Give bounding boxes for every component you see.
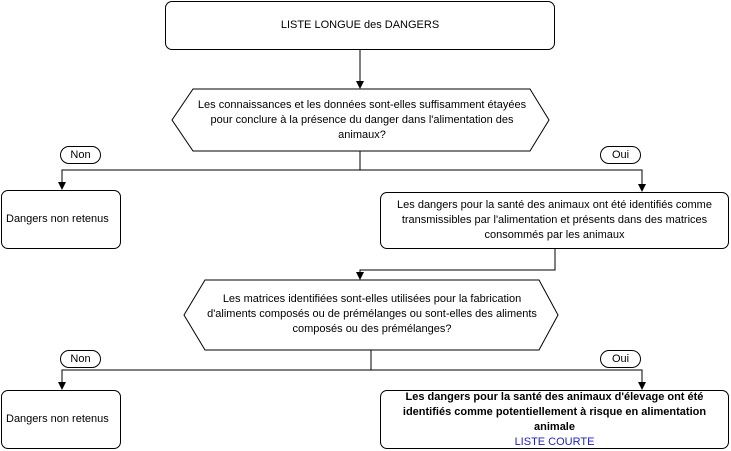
decision-2-text xyxy=(205,283,539,345)
branch-no-1 xyxy=(60,146,101,164)
branch-no-1-label: Non xyxy=(70,149,91,161)
branch-yes-2-label: Oui xyxy=(611,353,630,365)
branch-no-2 xyxy=(60,350,101,368)
start-node xyxy=(165,1,555,50)
final-node-label: Les dangers pour la santé des animaux d'élevage ont été identifiés comme potentiellement à risque en alimentation animale xyxy=(402,390,707,433)
decision-1-text xyxy=(192,90,532,150)
connector-q1-no xyxy=(62,151,360,189)
connector-identified1-q2 xyxy=(360,249,555,279)
rejected-node-1-label: Dangers non retenus xyxy=(6,213,109,225)
branch-yes-1-label: Oui xyxy=(611,149,630,161)
branch-yes-1 xyxy=(600,146,641,164)
rejected-node-1 xyxy=(1,190,121,249)
final-node xyxy=(380,390,729,449)
connector-q2-yes xyxy=(371,370,642,389)
decision-1-label: Les connaissances et les données sont-elles suffisamment étayées pour conclure à la présence du danger dans l'alimentation des animaux? xyxy=(197,98,527,141)
connector-q2-no xyxy=(62,350,371,389)
rejected-node-2-label: Dangers non retenus xyxy=(6,413,109,425)
branch-no-2-label: Non xyxy=(70,353,91,365)
start-node-label: LISTE LONGUE des DANGERS xyxy=(280,19,440,31)
identified-node-1-label: Les dangers pour la santé des animaux ont été identifiés comme transmissibles par l'alimentation et présents dans des matrices consommés par les animaux xyxy=(397,199,712,241)
branch-yes-2 xyxy=(600,350,641,368)
rejected-node-2 xyxy=(1,390,121,449)
connector-q1-yes xyxy=(360,170,642,191)
final-node-list-label: LISTE COURTE xyxy=(514,435,595,448)
identified-node-1 xyxy=(380,192,729,249)
decision-2-label: Les matrices identifiées sont-elles utilisées pour la fabrication d'aliments composés ou de prémélanges ou sont-elles des aliments composés ou des prémélanges? xyxy=(207,292,537,335)
